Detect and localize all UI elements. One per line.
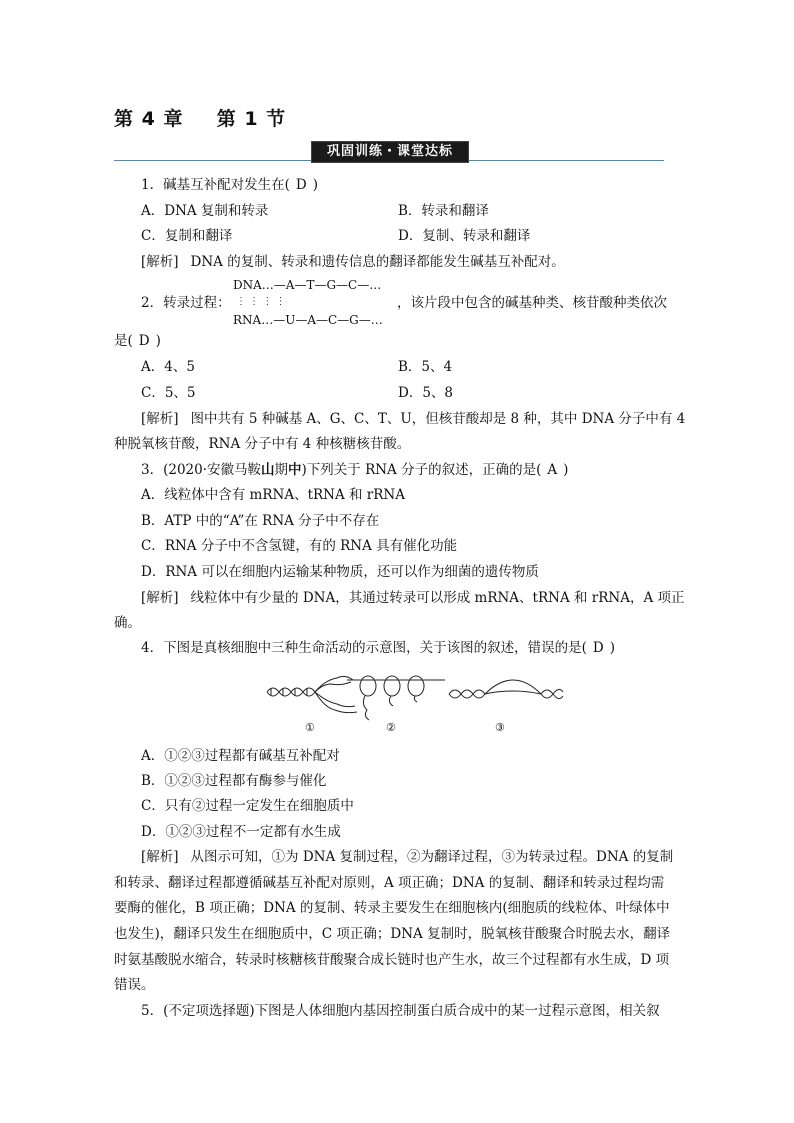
- q4-analysis-line6: 错误。: [114, 977, 155, 993]
- q4-analysis-line5: 时氨基酸脱水缩合，转录时核糖核苷酸聚合成长链时也产生水，故三个过程都有水生成，D 项: [114, 952, 670, 968]
- q4-option-a: A．①②③过程都有碱基互补配对: [141, 748, 340, 764]
- q1-option-b: B．转录和翻译: [398, 203, 489, 219]
- q3-stem-mid: 期: [274, 462, 289, 478]
- q2-answer: D: [138, 333, 150, 349]
- q3-analysis-line2: 确。: [114, 615, 141, 631]
- figure-3-transcription: [449, 680, 563, 699]
- q4-close: ): [609, 640, 615, 656]
- q4-analysis-tag: [解析]: [141, 849, 179, 865]
- q4-analysis-text1: 从图示可知，①为 DNA 复制过程，②为翻译过程，③为转录过程。DNA 的复制: [190, 849, 674, 865]
- q2-analysis-line2: 种脱氧核苷酸，RNA 分子中有 4 种核糖核苷酸。: [114, 436, 411, 452]
- q4-answer: D: [592, 640, 604, 656]
- q5-stem: 5．(不定项选择题)下图是人体细胞内基因控制蛋白质合成中的某一过程示意图，相关叙: [141, 1003, 660, 1019]
- q2-stem-line2-text: 是(: [114, 333, 133, 349]
- q2-close: ): [155, 333, 161, 349]
- q3-stem-pre: 3．(2020·安徽马鞍: [141, 462, 262, 478]
- q1-option-a: A．DNA 复制和转录: [141, 203, 269, 219]
- q4-stem-text: 4．下图是真核细胞中三种生命活动的示意图，关于该图的叙述，错误的是(: [141, 640, 587, 656]
- section-number: 第 1 节: [216, 108, 287, 130]
- q1-stem-text: 1．碱基互补配对发生在(: [141, 177, 290, 193]
- section-banner: 巩固训练・课堂达标: [311, 141, 469, 163]
- q2-base-pairs: ⋮ ⋮ ⋮ ⋮: [236, 296, 286, 307]
- q2-analysis-text1: 图中共有 5 种碱基 A、G、C、T、U，但核苷酸却是 8 种，其中 DNA 分子中有 4: [190, 411, 686, 427]
- figure-label-3: ③: [495, 721, 505, 734]
- q3-analysis-tag: [解析]: [141, 590, 179, 606]
- q4-option-c: C．只有②过程一定发生在细胞质中: [141, 798, 354, 814]
- q2-option-b: B．5、4: [398, 359, 453, 375]
- figure-label-2: ②: [386, 721, 396, 734]
- q4-analysis-line1: [141, 848, 673, 866]
- figure-2-translation: [347, 676, 445, 720]
- q2-option-a: A．4、5: [141, 359, 195, 375]
- q2-option-d: D．5、8: [398, 385, 454, 401]
- q3-option-c: C．RNA 分子中不含氢键，有的 RNA 具有催化功能: [141, 538, 458, 554]
- q1-answer: D: [295, 177, 307, 193]
- chapter-number: 第 4 章: [114, 108, 184, 130]
- q3-stem-bold: 山: [261, 462, 275, 478]
- q4-option-d: D．①②③过程不一定都有水生成: [141, 824, 341, 840]
- q1-option-c: C．复制和翻译: [141, 228, 233, 244]
- q2-analysis-line1: [141, 410, 685, 428]
- q3-close: ): [563, 462, 569, 478]
- q1-analysis-tag: [解析]: [141, 254, 179, 270]
- q4-analysis-line3: 要酶的催化，B 项正确；DNA 的复制、转录主要发生在细胞核内(细胞质的线粒体、叶绿体中: [114, 900, 670, 916]
- q2-lead: 2．转录过程：: [141, 295, 231, 311]
- figure-1-dna-replication: [267, 676, 357, 712]
- q3-stem: [141, 461, 568, 479]
- q1-analysis-text: DNA 的复制、转录和遗传信息的翻译都能发生碱基互补配对。: [190, 254, 565, 270]
- q4-analysis-line2: 和转录、翻译过程都遵循碱基互补配对原则，A 项正确；DNA 的复制、翻译和转录过程均需: [114, 875, 665, 891]
- q3-stem-bold2: 中: [288, 462, 302, 478]
- q3-stem-post: )下列关于 RNA 分子的叙述，正确的是(: [301, 462, 542, 478]
- q4-option-b: B．①②③过程都有酶参与催化: [141, 773, 327, 789]
- q2-stem-tail: ，该片段中包含的碱基种类、核苷酸种类依次: [397, 295, 667, 311]
- q3-option-b: B．ATP 中的“A”在 RNA 分子中不存在: [141, 513, 380, 529]
- q4-stem: [141, 639, 615, 657]
- figure-label-1: ①: [305, 721, 315, 734]
- q3-analysis-text1: 线粒体中有少量的 DNA，其通过转录可以形成 mRNA、tRNA 和 rRNA，A 项正: [190, 590, 685, 606]
- q2-stem-line2: [114, 332, 161, 350]
- q2-dna-strand: DNA…—A—T—G—C—…: [233, 278, 382, 292]
- q3-option-a: A．线粒体中含有 mRNA、tRNA 和 rRNA: [141, 487, 405, 503]
- q2-option-c: C．5、5: [141, 385, 196, 401]
- q3-option-d: D．RNA 可以在细胞内运输某种物质，还可以作为细菌的遗传物质: [141, 564, 539, 580]
- q4-analysis-line4: 也发生)，翻译只发生在细胞质中，C 项正确；DNA 复制时，脱氧核苷酸聚合时脱去水，翻译: [114, 926, 671, 942]
- q3-answer: A: [547, 462, 558, 478]
- q1-close: ): [312, 177, 318, 193]
- q1-stem: [141, 176, 318, 194]
- q3-analysis-line1: [141, 589, 685, 607]
- q2-rna-strand: RNA…—U—A—C—G—…: [233, 313, 383, 327]
- q1-option-d: D．复制、转录和翻译: [398, 228, 531, 244]
- chapter-heading: [114, 104, 286, 131]
- q2-analysis-tag: [解析]: [141, 411, 179, 427]
- q1-analysis: [141, 253, 565, 271]
